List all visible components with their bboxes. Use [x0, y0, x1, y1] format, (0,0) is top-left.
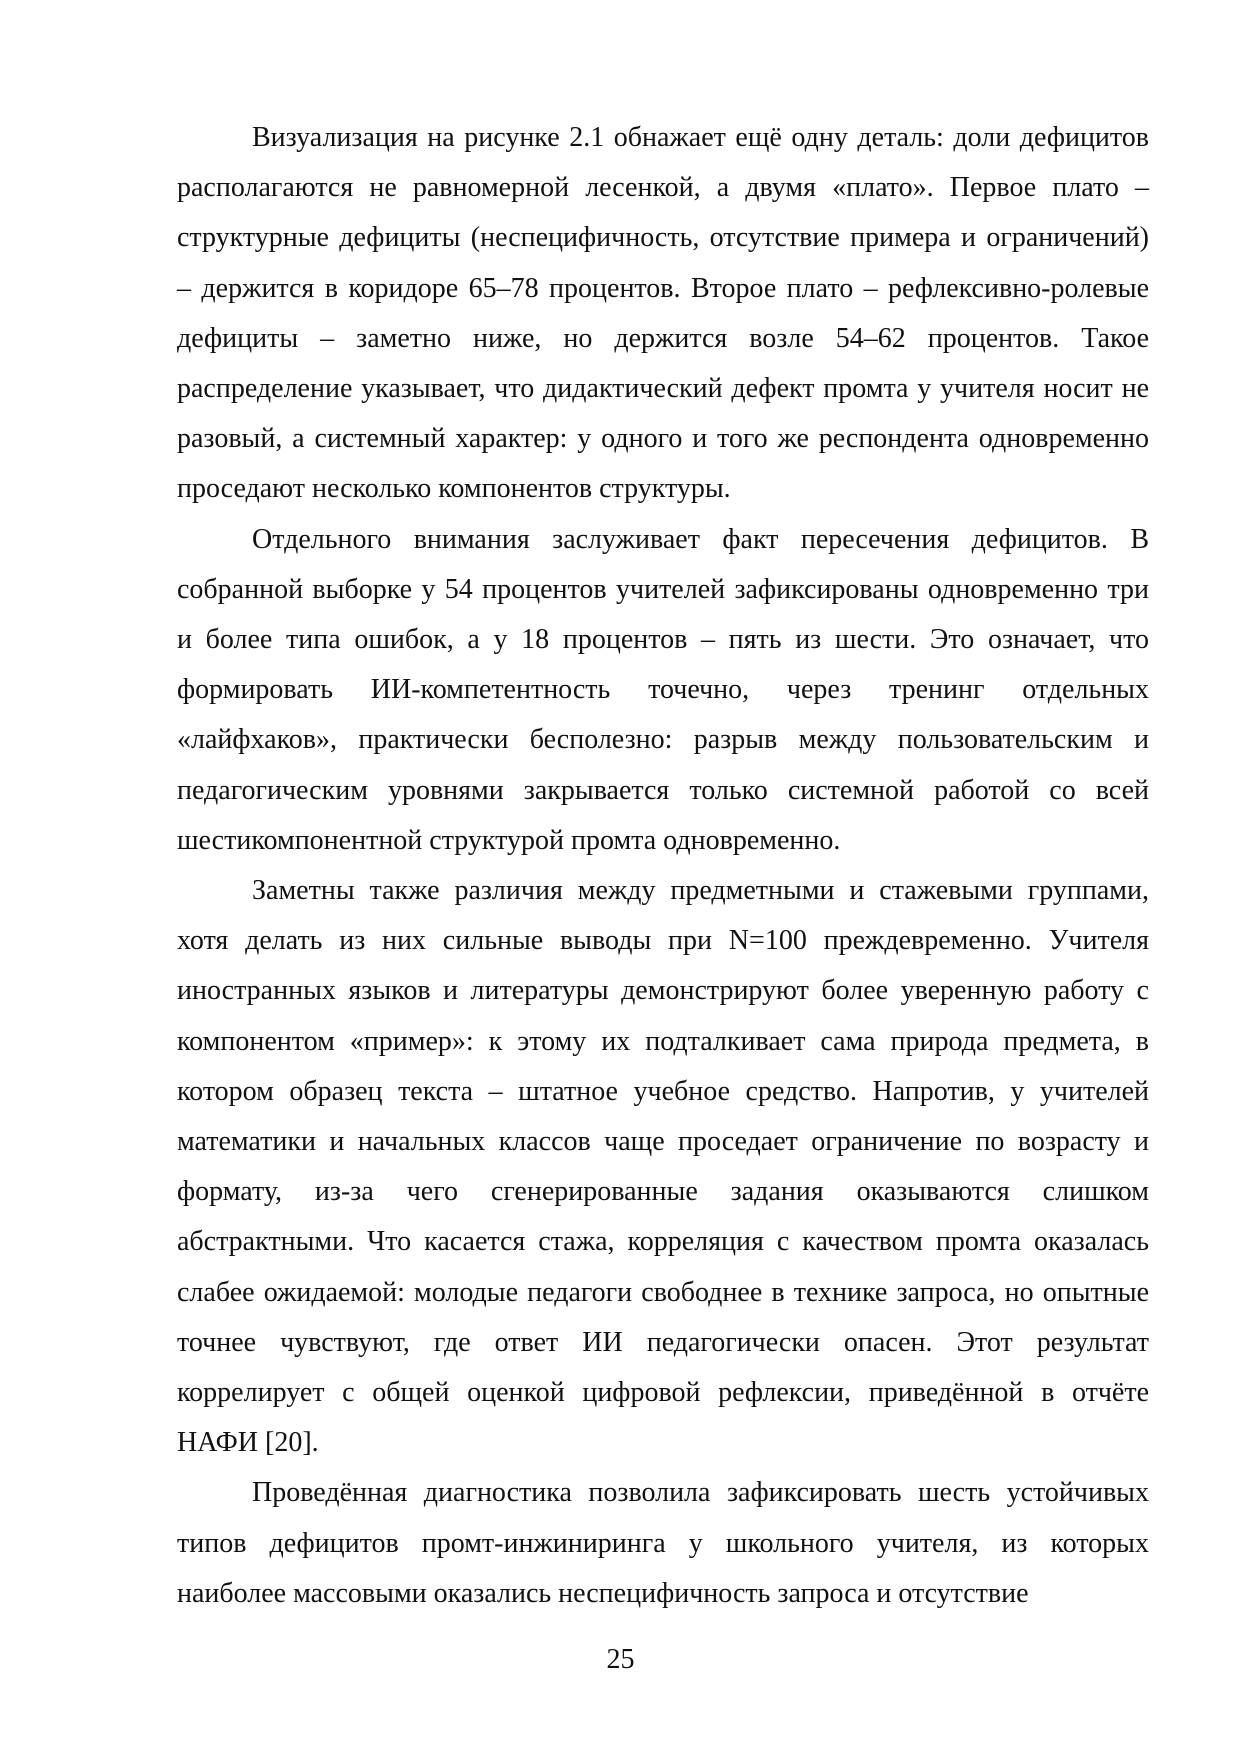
page-number: 25 — [606, 1644, 635, 1675]
paragraph-1: Визуализация на рисунке 2.1 обнажает ещё одну деталь: доли дефицитов располагаются не равномерной лесенкой, а двумя «плато». Первое плато – структурные дефициты (неспецифичность, отсутствие примера и ограничений) – держится в коридоре 65–78 процентов. Второе плато – рефлексивно-ролевые дефициты – заметно ниже, но держится возле 54–62 процентов. Такое распределение указывает, что дидактический дефект промта у учителя носит не разовый, а системный характер: у одного и того же респондента одновременно проседают несколько компонентов структуры. — [177, 122, 1149, 505]
paragraph-2: Отдельного внимания заслуживает факт пересечения дефицитов. В собранной выборке у 54 процентов учителей зафиксированы одновременно три и более типа ошибок, а у 18 процентов – пять из шести. Это означает, что формировать ИИ-компетентность точечно, через тренинг отдельных «лайфхаков», практически бесполезно: разрыв между пользовательским и педагогическим уровнями закрывается только системной работой со всей шестикомпонентной структурой промта одновременно. — [177, 523, 1149, 856]
paragraph-4: Проведённая диагностика позволила зафиксировать шесть устойчивых типов дефицитов промт-инжиниринга у школьного учителя, из которых наиболее массовыми оказались неспецифичность запроса и отсутствие — [177, 1477, 1149, 1609]
body-text — [177, 113, 1149, 1619]
paragraph-3: Заметны также различия между предметными и стажевыми группами, хотя делать из них сильные выводы при N=100 преждевременно. Учителя иностранных языков и литературы демонстрируют более уверенную работу с компонентом «пример»: к этому их подталкивает сама природа предмета, в котором образец текста – штатное учебное средство. Напротив, у учителей математики и начальных классов чаще проседает ограничение по возрасту и формату, из-за чего сгенерированные задания оказываются слишком абстрактными. Что касается стажа, корреляция с качеством промта оказалась слабее ожидаемой: молодые педагоги свободнее в технике запроса, но опытные точнее чувствуют, где ответ ИИ педагогически опасен. Этот результат коррелирует с общей оценкой цифровой рефлексии, приведённой в отчёте НАФИ [20]. — [177, 875, 1149, 1459]
